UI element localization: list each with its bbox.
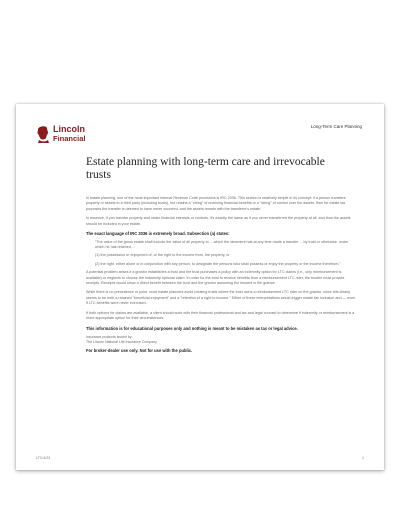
body-paragraph: A potential problem arises if a grantor establishes a trust and the trust purchases a policy with an indemnity option for LTC claims (i.e., only reimbursement is available) or neglects to choose the indemnity optional claim. In order for the trust to receive benefits from a reimbursement LTC rider, the trustee must provide receipts. Receipts would show a direct benefit between the trust and the grantor assuming the insured is the grantor. — [86, 270, 345, 285]
quote-line: "The value of the gross estate shall include the value of all property to ... which the decedent has at any time made a transfer ... by trust or otherwise, under which he has retained ... — [95, 239, 349, 249]
logo-sub: Financial — [53, 134, 86, 143]
disclaimer: This information is for educational purposes only and nothing is meant to be mistaken as tax or legal advice. — [86, 326, 298, 332]
quote-line: (2) the right, either alone or in conjunction with any person, to designate the persons who shall possess or enjoy the property or the income therefrom." — [95, 261, 341, 266]
footer-code: LTC/4/23 — [36, 456, 51, 460]
document-page — [16, 104, 384, 470]
body-paragraph: While there is no precedence or point, most estate planners avoid creating trusts where the trust owns a reimbursement LTC rider on the grantor, since this clearly seems to be both a retained "beneficial enjoyment" and a "retention of a right to income." Either of these interpretations would trigger estate tax inclusion and — even if LTC benefits were never exercised. — [86, 290, 356, 306]
intro-paragraph: In essence, if you transfer property and retain financial interests or controls, it's exactly the same as if you never transferred the property at all, and thus the assets should be included in your estate. — [86, 216, 351, 226]
section-subhead: The exact language of IRC 2036 is extremely broad. Subsection (a) states: — [86, 231, 230, 237]
broker-note: For broker-dealer use only. Not for use with the public. — [86, 348, 193, 354]
issuer-line: The Lincoln National Life Insurance Company — [86, 339, 157, 344]
quote-line: (1) the possession or enjoyment of, or the right to the income from, the property, or — [95, 253, 230, 258]
page-title: Estate planning with long-term care and irrevocable trusts — [86, 156, 325, 181]
lincoln-logo — [35, 125, 86, 143]
page-number: 1 — [362, 456, 364, 460]
issuer-line: Insurance products issued by: — [86, 334, 133, 339]
document-body — [86, 196, 356, 354]
body-paragraph: If both options for claims are available, a client should work with their financial professional and tax and legal counsel to determine if indemnity or reimbursement is a more appropriate option for their circumstances. — [86, 310, 355, 320]
section-label: Long-Term Care Planning — [310, 124, 362, 129]
lincoln-portrait-icon — [35, 125, 51, 143]
intro-paragraph: In estate planning, one of the most important Internal Revenue Code provisions is IRC 2036. This section is relatively simple in its concept: if a person transfers property or assets to a third party (including trusts), but retains a "string" of receiving financial benefits or a "string" of control over the assets, then for estate tax purposes the transfer is deemed to have never occurred, and the assets remain with the transferor's estate. — [86, 196, 346, 211]
statute-quote — [95, 240, 356, 268]
logo-name: Lincoln — [53, 124, 85, 134]
